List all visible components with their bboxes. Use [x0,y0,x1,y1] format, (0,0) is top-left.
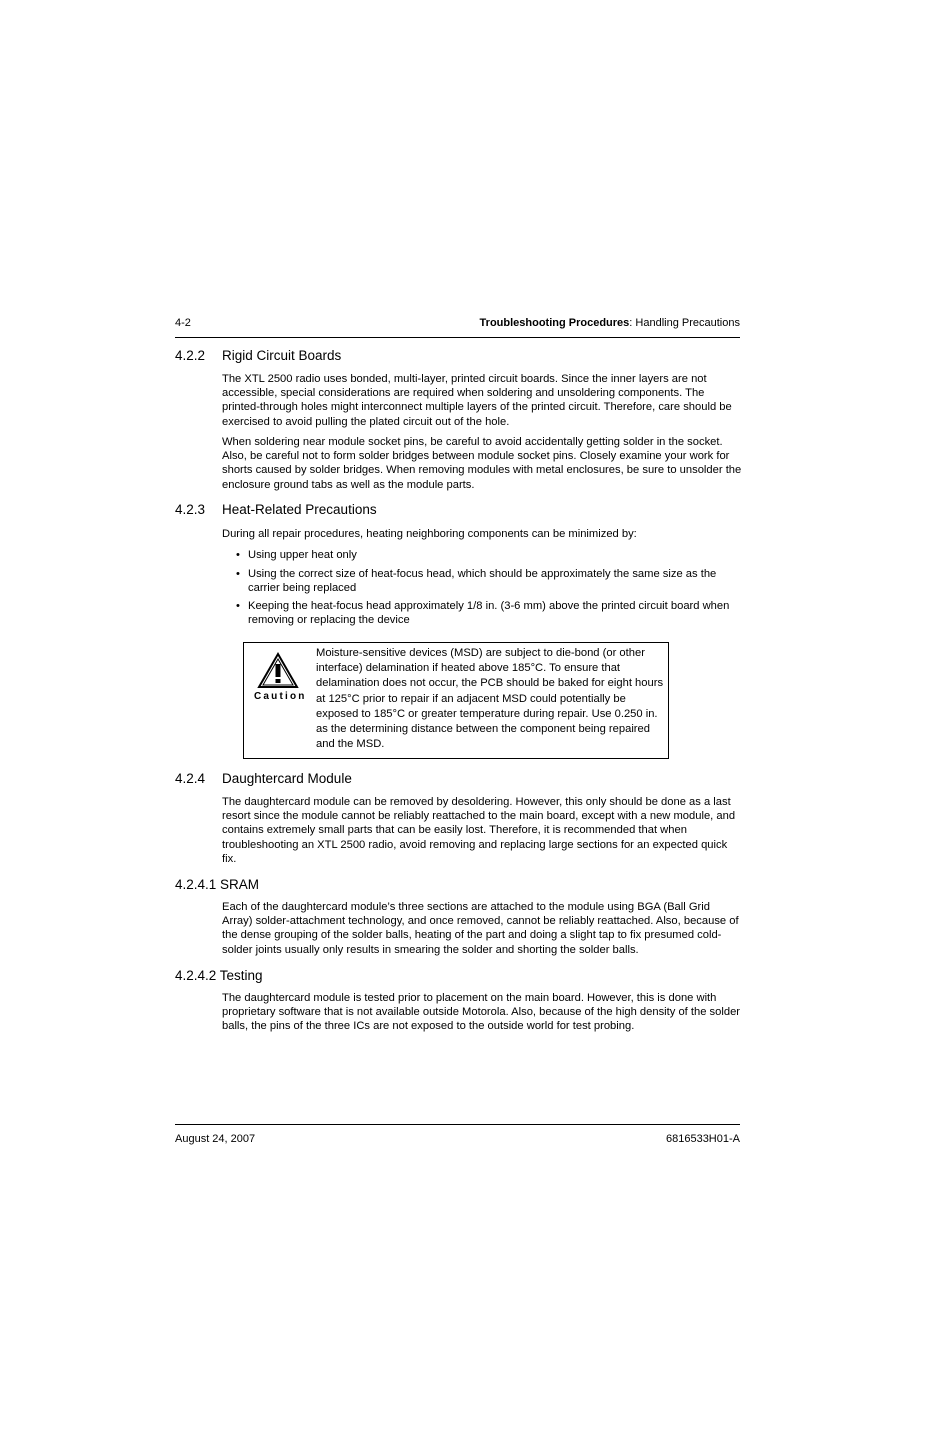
footer-doc-number: 6816533H01-A [665,1133,740,1145]
caution-text: Moisture-sensitive devices (MSD) are subject to die-bond (or other interface) delamination if heated above 185°C. To ensure that delamination does not occur, the PCB should be baked for eight hours at 125°C prior to repair if an adjacent MSD could potentially be exposed to 185°C or greater temperature during repair. Use 0.250 in. as the determining distance between the component being repaired and the MSD. [316,647,664,751]
caution-label: Caution [254,691,307,702]
section-title: Daughtercard Module [222,771,352,786]
section-title: Heat-Related Precautions [222,502,377,517]
paragraph-sram: Each of the daughtercard module’s three sections are attached to the module using BGA (Ball Grid Array) solder-attachment technology, and once removed, cannot be reliably reattached. Also, because of the dense grouping of the solder balls, heating of the part and doing a slight tap to fix presumed cold-solder joints usually only results in smearing the solder and shorting the solder balls. [222,901,739,956]
bullet-item [236,548,741,562]
subsection-heading-testing: 4.2.4.2 Testing [175,968,263,983]
bullet-item [236,567,741,595]
section-heading-4-2-3 [175,502,377,517]
paragraph-testing: The daughtercard module is tested prior to placement on the main board. However, this is done with proprietary software that is not available outside Motorola. Also, because of the high density of the solder balls, the pins of the three ICs are not exposed to the outside world for test probing. [222,992,741,1033]
warning-triangle-icon [256,650,300,690]
page-footer [175,1124,740,1145]
bullet-marker: • [236,600,240,612]
paragraph-heat-intro: During all repair procedures, heating neighboring components can be minimized by: [222,528,637,540]
bullet-text: Using upper heat only [248,549,357,561]
bullet-marker: • [236,549,240,561]
section-heading-4-2-2 [175,348,341,363]
paragraph-rigid-boards-2: When soldering near module socket pins, be careful to avoid accidentally getting solder in the socket. Also, be careful not to form solder bridges between module socket pins. Closely examine your work for shorts caused by solder bridges. When removing modules with metal enclosures, be sure to unsolder the enclosure ground tabs as well as the module parts. [222,436,742,491]
section-number: 4.2.4 [175,771,206,786]
footer-date: August 24, 2007 [175,1133,256,1145]
section-heading-4-2-4 [175,771,352,786]
subsection-heading-sram: 4.2.4.1 SRAM [175,877,260,892]
bullet-marker: • [236,568,240,580]
page-header [175,315,740,338]
paragraph-rigid-boards-1: The XTL 2500 radio uses bonded, multi-layer, printed circuit boards. Since the inner layers are not accessible, special considerations are required when soldering and unsoldering components. The printed-through holes might interconnect multiple layers of the printed circuit. Therefore, care should be exercised to avoid pulling the plated circuit out of the hole. [222,373,732,428]
running-subtitle: Handling Precautions [635,317,740,329]
section-title: Rigid Circuit Boards [222,348,342,363]
page-number: 4-2 [175,317,191,329]
bullet-text: Using the correct size of heat-focus head, which should be approximately the same size as the carrier being replaced [248,568,717,595]
section-number: 4.2.2 [175,348,206,363]
running-title-separator: : [629,317,636,329]
running-title [480,317,740,329]
caution-box [243,642,669,759]
running-title-bold: Troubleshooting Procedures [479,317,630,329]
paragraph-daughtercard: The daughtercard module can be removed by desoldering. However, this only should be done as a last resort since the module cannot be reliably reattached to the main board, except with a new module, and contains extremely small parts that can be easily lost. Therefore, it is recommended that when troubleshooting an XTL 2500 radio, avoid removing and replacing large sections for an expected quick fix. [222,796,736,865]
bullet-item [236,599,741,627]
bullet-text: Keeping the heat-focus head approximately 1/8 in. (3-6 mm) above the printed circuit board when removing or replacing the device [248,600,730,627]
section-number: 4.2.3 [175,502,206,517]
